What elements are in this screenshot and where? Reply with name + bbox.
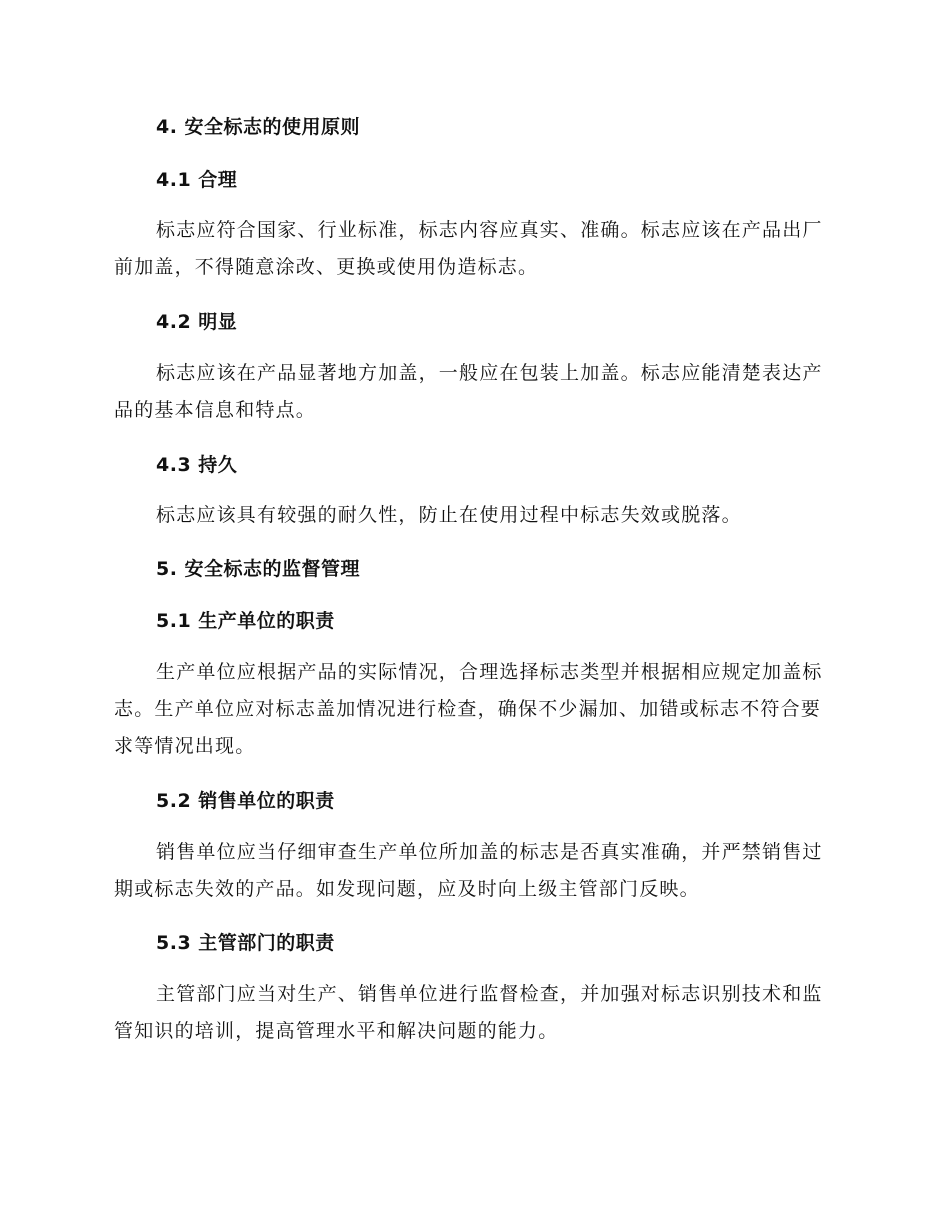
- section-heading-4-2: 4.2 明显: [156, 311, 238, 333]
- section-heading-4-3: 4.3 持久: [156, 454, 238, 476]
- section-body-4-3: 标志应该具有较强的耐久性，防止在使用过程中标志失效或脱落。: [156, 504, 742, 526]
- section-heading-4-1: 4.1 合理: [156, 169, 238, 191]
- section-body-4-2: 标志应该在产品显著地方加盖，一般应在包装上加盖。标志应能清楚表达产品的基本信息和特点。: [114, 362, 823, 421]
- section-heading-5-2: 5.2 销售单位的职责: [156, 790, 335, 812]
- section-heading-5-3: 5.3 主管部门的职责: [156, 932, 335, 954]
- section-heading-5-1: 5.1 生产单位的职责: [156, 610, 335, 632]
- section-body-5-3: 主管部门应当对生产、销售单位进行监督检查，并加强对标志识别技术和监管知识的培训，提高管理水平和解决问题的能力。: [114, 983, 823, 1042]
- section-body-4-1: 标志应符合国家、行业标准，标志内容应真实、准确。标志应该在产品出厂前加盖，不得随意涂改、更换或使用伪造标志。: [114, 219, 823, 278]
- section-body-5-2: 销售单位应当仔细审查生产单位所加盖的标志是否真实准确，并严禁销售过期或标志失效的产品。如发现问题，应及时向上级主管部门反映。: [114, 841, 823, 900]
- section-heading-5: 5. 安全标志的监督管理: [156, 558, 361, 580]
- section-heading-4: 4. 安全标志的使用原则: [156, 116, 361, 138]
- section-body-5-1: 生产单位应根据产品的实际情况，合理选择标志类型并根据相应规定加盖标志。生产单位应对标志盖加情况进行检查，确保不少漏加、加错或标志不符合要求等情况出现。: [114, 661, 823, 757]
